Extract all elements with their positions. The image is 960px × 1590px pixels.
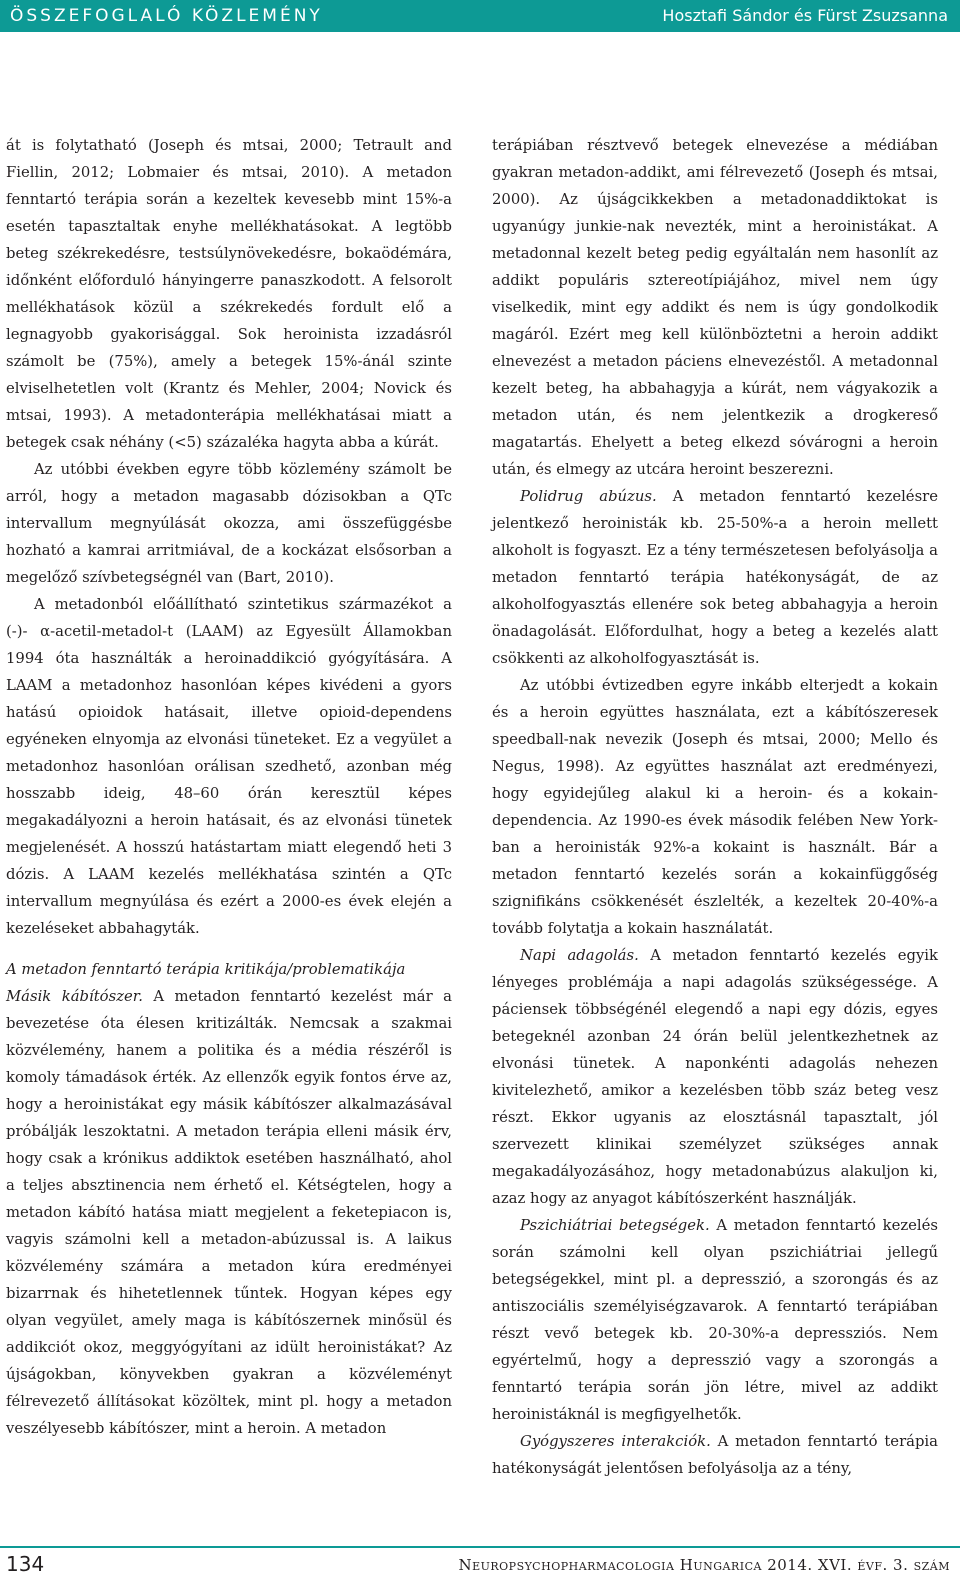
paragraph xyxy=(492,1428,938,1482)
running-header xyxy=(0,0,960,32)
header-authors: Hosztafi Sándor és Fürst Zsuzsanna xyxy=(662,6,948,25)
paragraph xyxy=(6,983,452,1442)
paragraph: Az utóbbi években egyre több közlemény számolt be arról, hogy a metadon magasabb dózisokban a QTc intervallum megnyúlását okozza, ami összefüggésbe hozható a kamrai arritmiával, de a kockázat elsősorban a megelőző szívbetegségnél van (Bart, 2010). xyxy=(6,461,452,586)
paragraph-lead: Gyógyszeres interakciók. xyxy=(520,1433,711,1450)
paragraph-text: A metadon fenntartó kezelésre jelentkező heroinisták kb. 25-50%-a a heroin mellett alkoholt is fogyaszt. Ez a tény természetesen befolyásolja a metadon fenntartó terápia hatékonyságát, de az alkoholfogyasztás ellenére sok beteg abbahagyja a heroin önadagolását. Előfordulhat, hogy a beteg a kezelés alatt csökkenti az alkoholfogyasztását is. xyxy=(492,488,938,667)
paragraph-lead: Napi adagolás. xyxy=(520,947,639,964)
paragraph-text: A metadon fenntartó kezelés egyik lényeges problémája a napi adagolás szükségessége. A páciensek többségénél elegendő a napi egy dózis, egyes betegeknél azonban 24 órán belül jelentkezhetnek az elvonási tünetek. A naponkénti adagolás nehezen kivitelezhető, amikor a kezelésben több száz beteg vesz részt. Ekkor ugyanis az elosztásnál tapasztalt, jól szervezett klinikai személyzet szükséges annak megakadályozásához, hogy metadonabúzus alakuljon ki, azaz hogy az anyagot kábítószerként használják. xyxy=(492,947,938,1207)
paragraph xyxy=(492,1212,938,1428)
paragraph-text: A metadon fenntartó kezelés során számolni kell olyan pszichiátriai jellegű betegségekkel, mint pl. a depresszió, a szorongás és az antiszociális személyiségzavarok. A fenntartó terápiában részt vevő betegek kb. 20-30%-a depressziós. Nem egyértelmű, hogy a depresszió vagy a szorongás a fenntartó terápia során jön létre, mivel az addikt heroinistáknál is megfigyelhetők. xyxy=(492,1217,938,1423)
paragraph xyxy=(492,483,938,672)
page-footer xyxy=(0,1540,960,1590)
paragraph: terápiában résztvevő betegek elnevezése a médiában gyakran metadon-addikt, ami félrevezető (Joseph és mtsai, 2000). Az újságcikkekben a metadonaddiktokat is ugyanúgy junkie-nak nevezték, mint a heroinistákat. A metadonnal kezelt beteg pedig egyáltalán nem hasonlít az addikt populáris sztereotípiájához, mivel nem úgy viselkedik, mint egy addikt és nem is úgy gondolkodik magáról. Ezért meg kell különböztetni a heroin addikt elnevezést a metadon páciens elnevezéstől. A metadonnal kezelt beteg, ha abbahagyja a kúrát, nem vágyakozik a metadon után, és nem jelentkezik a drogkereső magatartás. Ehelyett a beteg elkezd sóvárogni a heroin után, és elmegy az utcára heroint beszerezni. xyxy=(492,137,938,478)
paragraph-text: A metadon fenntartó terápia hatékonyságát jelentősen befolyásolja az a tény, xyxy=(492,1433,938,1477)
paragraph: A metadonból előállítható szintetikus származékot a (-)- α-acetil-metadol-t (LAAM) az Egyesült Államokban 1994 óta használták a heroinaddikció gyógyítására. A LAAM a metadonhoz hasonlóan képes kivédeni a gyors hatású opioidok hatásait, illetve opioid-dependens egyéneken elnyomja az elvonási tüneteket. Ez a vegyület a metadonhoz hasonlóan orálisan szedhető, azonban még hosszabb ideig, 48–60 órán keresztül képes megakadályozni a heroin hatásait, és az elvonási tünetek megjelenését. A hosszú hatástartam miatt elegendő heti 3 dózis. A LAAM kezelés mellékhatása szintén a QTc intervallum megnyúlása és ezért a 2000-es évek elején a kezeléseket abbahagyták. xyxy=(6,596,452,937)
paragraph-lead: Másik kábítószer. xyxy=(6,988,143,1005)
left-column xyxy=(6,132,452,1442)
right-column xyxy=(492,132,938,1482)
paragraph: Az utóbbi évtizedben egyre inkább elterjedt a kokain és a heroin együttes használata, ezt a kábítószeresek speedball-nak nevezik (Joseph és mtsai, 2000; Mello és Negus, 1998). Az együttes használat azt eredményezi, hogy egyidejűleg alakul ki a heroin- és a kokain-dependencia. Az 1990-es évek második felében New York-ban a heroinisták 92%-a kokaint is használt. Bár a metadon fenntartó kezelés során a kokainfüggőség szignifikáns csökkenését észlelték, a kezeltek 20-40%-a tovább folytatja a kokain használatát. xyxy=(492,677,938,937)
journal-citation: Neuropsychopharmacologia Hungarica 2014. XVI. évf. 3. szám xyxy=(458,1556,950,1574)
footer-rule xyxy=(0,1546,960,1548)
section-title: ÖSSZEFOGLALÓ KÖZLEMÉNY xyxy=(10,6,323,26)
section-heading: A metadon fenntartó terápia kritikája/problematikája xyxy=(6,961,406,978)
paragraph-lead: Pszichiátriai betegségek. xyxy=(520,1217,710,1234)
paragraph: át is folytatható (Joseph és mtsai, 2000; Tetrault and Fiellin, 2012; Lobmaier és mtsai, 2010). A metadon fenntartó terápia során a kezeltek kevesebb mint 15%-a esetén tapasztaltak enyhe mellékhatásokat. A legtöbb beteg székrekedésre, testsúlynövekedésre, bokaödémára, időnként előforduló hányingerre panaszkodott. A felsorolt mellékhatások közül a székrekedés fordult elő a legnagyobb gyakorisággal. Sok heroinista izzadásról számolt be (75%), amely a betegek 15%-ánál szinte elviselhetetlen volt (Krantz és Mehler, 2004; Novick és mtsai, 1993). A metadonterápia mellékhatásai miatt a betegek csak néhány (<5) százaléka hagyta abba a kúrát. xyxy=(6,137,452,451)
page-number: 134 xyxy=(6,1552,45,1576)
paragraph xyxy=(492,942,938,1212)
paragraph-text: A metadon fenntartó kezelést már a bevezetése óta élesen kritizálták. Nemcsak a szakmai közvélemény, hanem a politika és a média részéről is komoly támadások érték. Az ellenzők egyik fontos érve az, hogy a heroinistákat egy másik kábítószer alkalmazásával próbálják leszoktatni. A metadon terápia elleni másik érv, hogy csak a krónikus addiktok esetében használható, ahol a teljes absztinencia nem érhető el. Kétségtelen, hogy a metadon kábító hatása miatt megjelent a feketepiacon is, vagyis számolni kell a metadon-abúzussal is. A laikus közvélemény számára a metadon kúra eredményei bizarrnak és hihetetlennek tűntek. Hogyan képes egy olyan vegyület, amely maga is kábítószernek minősül és addikciót okoz, meggyógyítani az idült heroinistákat? Az újságokban, könyvekben gyakran a közvéleményt félrevezető állításokat közöltek, mint pl. hogy a metadon veszélyesebb kábítószer, mint a heroin. A metadon xyxy=(6,988,452,1437)
paragraph-lead: Polidrug abúzus. xyxy=(520,488,657,505)
